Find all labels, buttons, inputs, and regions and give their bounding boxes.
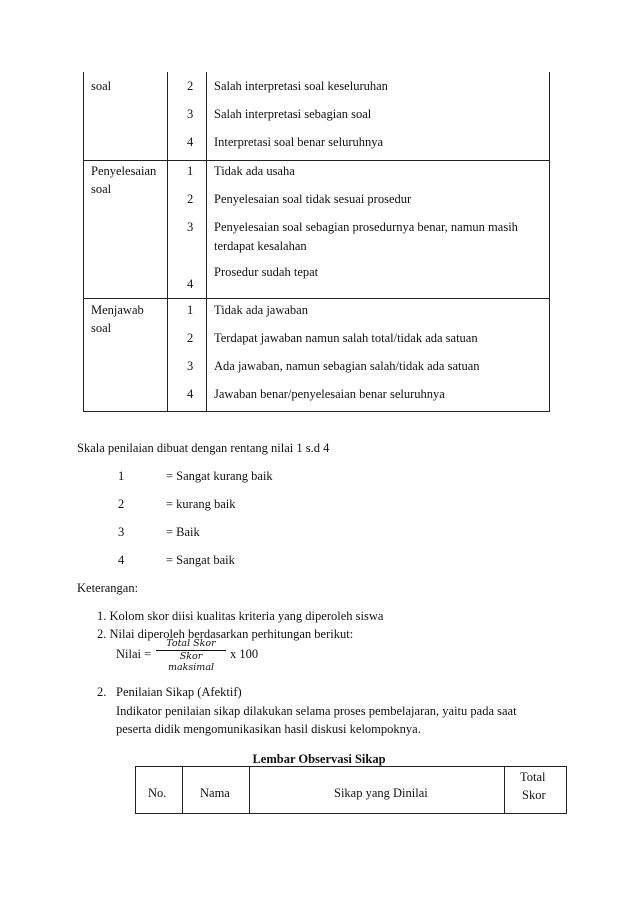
- column-header-sikap: Sikap yang Dinilai: [334, 786, 428, 800]
- criteria-text: Jawaban benar/penyelesaian benar seluruhnya: [214, 387, 445, 401]
- table-border-bottom: [83, 411, 550, 412]
- formula-denominator: Skor maksimal: [167, 651, 215, 673]
- table-divider-3: [504, 766, 505, 814]
- section-title: Penilaian Sikap (Afektif): [116, 685, 242, 699]
- note-item-2: 2. Nilai diperoleh berdasarkan perhitungan berikut:: [97, 627, 354, 641]
- criteria-text: Salah interpretasi soal keseluruhan: [214, 79, 388, 93]
- section-paragraph-line-1: Indikator penilaian sikap dilakukan selama proses pembelajaran, yaitu pada saat: [116, 704, 517, 718]
- formula-suffix: x 100: [230, 647, 259, 661]
- score-value: 2: [187, 331, 194, 345]
- table-divider-1: [182, 766, 183, 814]
- row-separator-1: [83, 160, 550, 161]
- table-divider-2: [206, 72, 207, 412]
- criteria-text: Penyelesaian soal tidak sesuai prosedur: [214, 192, 412, 206]
- score-value: 1: [187, 164, 194, 178]
- aspect-label: Penyelesaian: [91, 164, 157, 178]
- score-value: 2: [187, 192, 194, 206]
- criteria-text: Prosedur sudah tepat: [214, 265, 319, 279]
- formula-label: Nilai =: [116, 647, 152, 661]
- scale-number: 3: [118, 525, 125, 539]
- scale-label: = Sangat kurang baik: [166, 469, 273, 483]
- table-border-bottom: [135, 813, 567, 814]
- aspect-label: soal: [91, 321, 112, 335]
- section-number: 2.: [97, 685, 107, 699]
- scale-label: = Sangat baik: [166, 553, 235, 567]
- formula-numerator: Total Skor: [166, 638, 216, 649]
- table-divider-1: [167, 72, 168, 412]
- criteria-text: Salah interpretasi sebagian soal: [214, 107, 372, 121]
- score-value: 1: [187, 303, 194, 317]
- table-border-right: [566, 766, 567, 814]
- row-separator-2: [83, 298, 550, 299]
- notes-heading: Keterangan:: [77, 581, 139, 595]
- score-value: 3: [187, 107, 194, 121]
- score-value: 4: [187, 387, 194, 401]
- criteria-text: Ada jawaban, namun sebagian salah/tidak ada satuan: [214, 359, 480, 373]
- note-item-1: 1. Kolom skor diisi kualitas kriteria yang diperoleh siswa: [97, 609, 384, 623]
- score-value: 4: [187, 135, 194, 149]
- score-value: 2: [187, 79, 194, 93]
- criteria-text: Tidak ada jawaban: [214, 303, 308, 317]
- scale-number: 4: [118, 553, 125, 567]
- criteria-text: Penyelesaian soal sebagian prosedurnya benar, namun masih: [214, 220, 518, 234]
- scale-intro: Skala penilaian dibuat dengan rentang nilai 1 s.d 4: [77, 441, 330, 455]
- criteria-text-continued: terdapat kesalahan: [214, 239, 307, 253]
- table-divider-2: [249, 766, 250, 814]
- column-header-skor: Skor: [522, 788, 546, 802]
- score-value: 4: [187, 277, 194, 291]
- rubric-table: [83, 72, 550, 412]
- column-header-nama: Nama: [200, 786, 230, 800]
- table-border-right: [549, 72, 550, 412]
- aspect-label: soal: [91, 182, 112, 196]
- observation-table: [135, 766, 567, 814]
- score-value: 3: [187, 359, 194, 373]
- criteria-text: Terdapat jawaban namun salah total/tidak ada satuan: [214, 331, 478, 345]
- aspect-label: soal: [91, 79, 112, 93]
- scale-label: = kurang baik: [166, 497, 236, 511]
- column-header-total: Total: [520, 770, 546, 784]
- scale-number: 2: [118, 497, 125, 511]
- table-border-top: [135, 766, 567, 767]
- score-value: 3: [187, 220, 194, 234]
- formula-fraction: [156, 638, 226, 673]
- section-paragraph-line-2: peserta didik mengomunikasikan hasil diskusi kelompoknya.: [116, 722, 421, 736]
- table-border-left: [135, 766, 136, 814]
- scale-number: 1: [118, 469, 125, 483]
- scale-label: = Baik: [166, 525, 200, 539]
- criteria-text: Interpretasi soal benar seluruhnya: [214, 135, 384, 149]
- aspect-label: Menjawab: [91, 303, 144, 317]
- observation-title: Lembar Observasi Sikap: [252, 752, 386, 766]
- column-header-no: No.: [148, 786, 167, 800]
- criteria-text: Tidak ada usaha: [214, 164, 295, 178]
- table-border-left: [83, 72, 84, 412]
